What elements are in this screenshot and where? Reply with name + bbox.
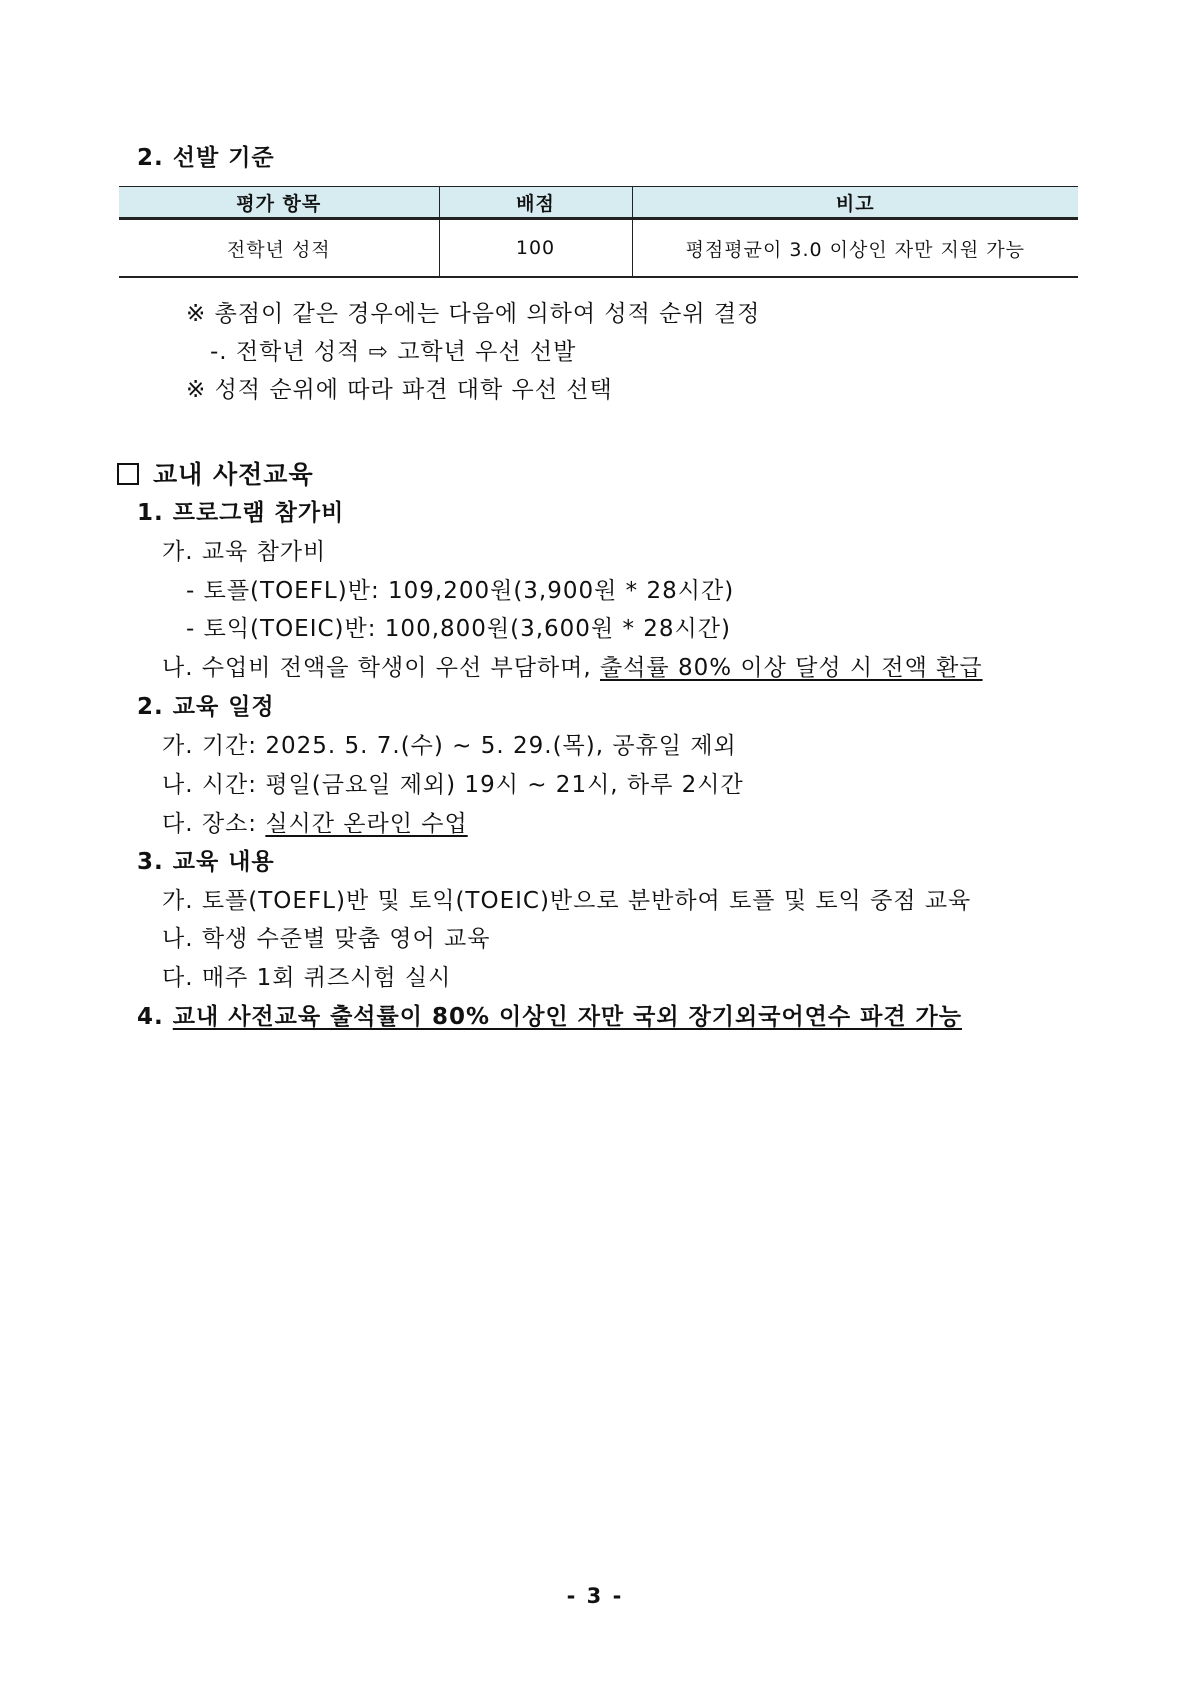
- cell-remark: 평점평균이 3.0 이상인 자만 지원 가능: [632, 219, 1078, 278]
- cell-score: 100: [439, 219, 632, 278]
- tie-break-note: ※ 총점이 같은 경우에는 다음에 의하여 성적 순위 결정: [186, 301, 761, 327]
- university-choice-note: ※ 성적 순위에 따라 파견 대학 우선 선택: [186, 377, 613, 403]
- checkbox-square-icon: [117, 463, 139, 485]
- fee-item-b: [162, 649, 983, 682]
- schedule-time: 나. 시간: 평일(금요일 제외) 19시 ~ 21시, 하루 2시간: [162, 772, 744, 798]
- fee-toeic: - 토익(TOEIC)반: 100,800원(3,600원 * 28시간): [186, 616, 731, 642]
- schedule-place: [162, 805, 468, 838]
- fee-heading: 1. 프로그램 참가비: [137, 500, 345, 526]
- column-header-item: 평가 항목: [119, 187, 439, 219]
- table-row: [119, 219, 1078, 278]
- selection-heading: 2. 선발 기준: [137, 145, 275, 171]
- column-header-score: 배점: [439, 187, 632, 219]
- fee-item-a: 가. 교육 참가비: [162, 539, 327, 565]
- page-number: - 3 -: [566, 1584, 624, 1608]
- attendance-condition-text: 교내 사전교육 출석률이 80% 이상인 자만 국외 장기외국어연수 파견 가능: [172, 1004, 962, 1030]
- content-item: 가. 토플(TOEFL)반 및 토익(TOEIC)반으로 분반하여 토플 및 토익 중점 교육: [162, 888, 972, 914]
- schedule-heading: 2. 교육 일정: [137, 694, 275, 720]
- column-header-remark: 비고: [632, 187, 1078, 219]
- section-title: [117, 455, 314, 491]
- tie-break-rule: -. 전학년 성적 ⇨ 고학년 우선 선발: [210, 339, 577, 365]
- content-item: 나. 학생 수준별 맞춤 영어 교육: [162, 926, 491, 952]
- schedule-place-label: 다. 장소:: [162, 811, 258, 837]
- refund-condition: 출석률 80% 이상 달성 시 전액 환급: [599, 655, 983, 681]
- schedule-period: 가. 기간: 2025. 5. 7.(수) ~ 5. 29.(목), 공휴일 제외: [162, 733, 737, 759]
- schedule-place-value: 실시간 온라인 수업: [265, 811, 468, 837]
- cell-item: 전학년 성적: [119, 219, 439, 278]
- attendance-condition: [137, 998, 962, 1031]
- content-item: 다. 매주 1회 퀴즈시험 실시: [162, 965, 452, 991]
- fee-item-b-text: 나. 수업비 전액을 학생이 우선 부담하며,: [162, 655, 592, 681]
- fee-toefl: - 토플(TOEFL)반: 109,200원(3,900원 * 28시간): [186, 578, 735, 604]
- table-header-row: [119, 187, 1078, 219]
- attendance-condition-number: 4.: [137, 1004, 164, 1030]
- section-title-text: 교내 사전교육: [153, 460, 314, 489]
- content-heading: 3. 교육 내용: [137, 849, 275, 875]
- selection-criteria-table: [119, 186, 1078, 278]
